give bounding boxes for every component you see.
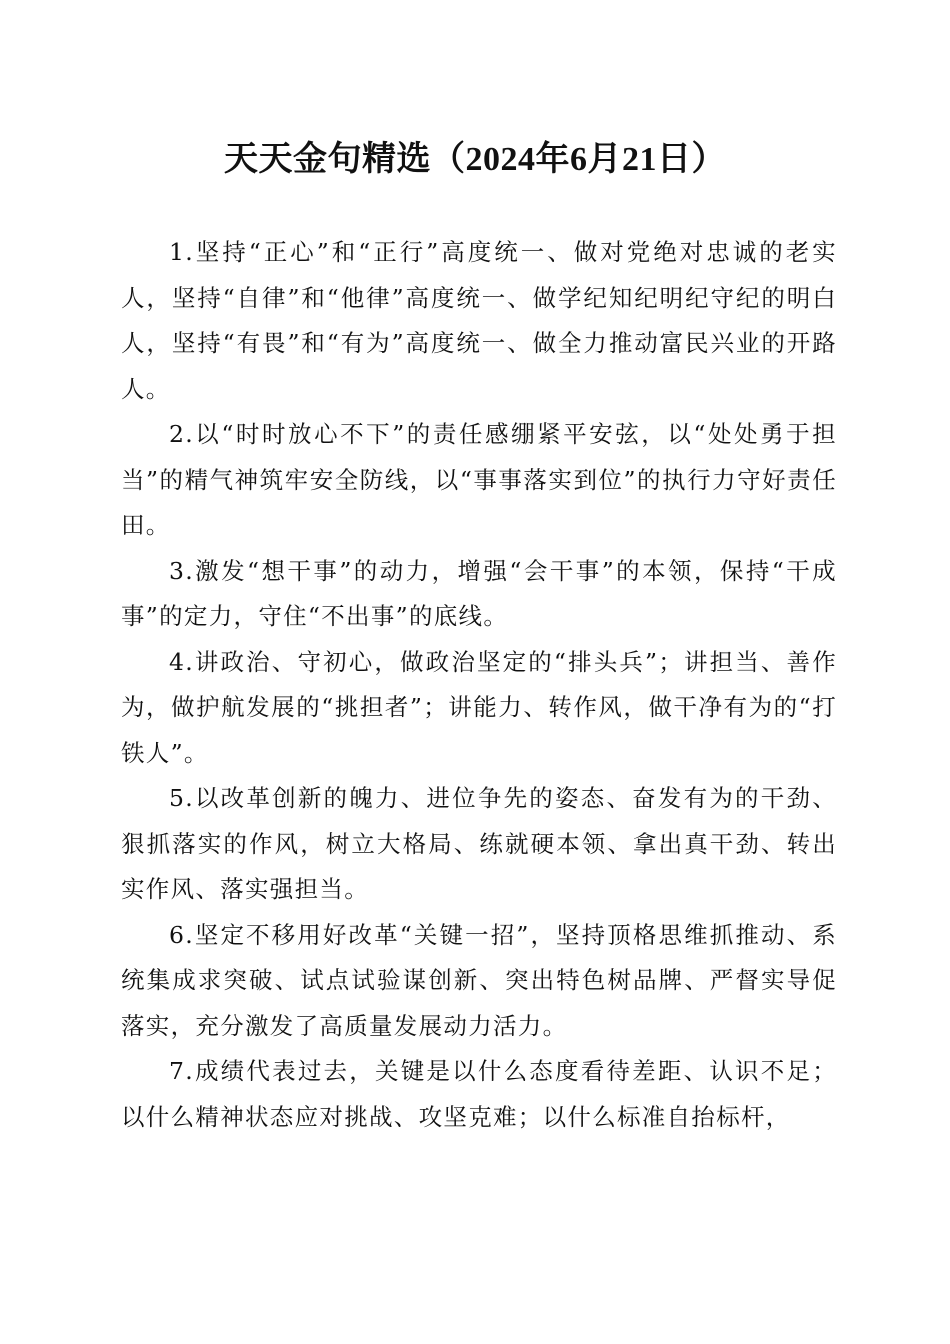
document-title: 天天金句精选（2024年6月21日） — [224, 141, 726, 178]
paragraph-1: 1.坚持“正心”和“正行”高度统一、做对党绝对忠诚的老实人，坚持“自律”和“他律”高度统一、做学纪知纪明纪守纪的明白人，坚持“有畏”和“有为”高度统一、做全力推动富民兴业的开路人。 — [121, 238, 837, 403]
paragraph-4: 4.讲政治、守初心，做政治坚定的“排头兵”；讲担当、善作为，做护航发展的“挑担者”；讲能力、转作风，做干净有为的“打铁人”。 — [121, 647, 837, 767]
document-body — [121, 230, 837, 1140]
paragraph-6: 6.坚定不移用好改革“关键一招”，坚持顶格思维抓推动、系统集成求突破、试点试验谋创新、突出特色树品牌、严督实导促落实，充分激发了高质量发展动力活力。 — [121, 920, 837, 1040]
paragraph-3: 3.激发“想干事”的动力，增强“会干事”的本领，保持“干成事”的定力，守住“不出事”的底线。 — [121, 556, 837, 630]
paragraph-2: 2.以“时时放心不下”的责任感绷紧平安弦，以“处处勇于担当”的精气神筑牢安全防线，以“事事落实到位”的执行力守好责任田。 — [121, 420, 837, 539]
paragraph-7: 7.成绩代表过去，关键是以什么态度看待差距、认识不足；以什么精神状态应对挑战、攻坚克难；以什么标准自抬标杆， — [121, 1057, 837, 1131]
paragraph-5: 5.以改革创新的魄力、进位争先的姿态、奋发有为的干劲、狠抓落实的作风，树立大格局、练就硬本领、拿出真干劲、转出实作风、落实强担当。 — [121, 784, 837, 903]
